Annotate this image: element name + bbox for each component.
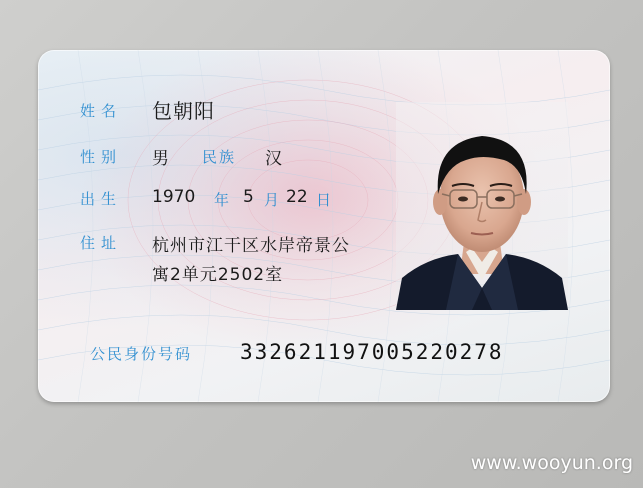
- address-line-1: 杭州市江干区水岸帝景公: [152, 236, 350, 256]
- portrait-photo: [396, 102, 568, 310]
- ethnicity-label: 民族: [202, 148, 237, 166]
- birth-year-unit: 年: [214, 191, 230, 209]
- address-label: 住址: [80, 234, 123, 252]
- id-card: [38, 50, 610, 402]
- birth-month: 5: [243, 187, 254, 207]
- ethnicity-value: 汉: [265, 149, 282, 169]
- gender-value: 男: [152, 149, 169, 169]
- id-number-value: 332621197005220278: [240, 340, 504, 364]
- birth-month-unit: 月: [264, 191, 280, 209]
- birth-year: 1970: [152, 187, 196, 207]
- birth-day-unit: 日: [316, 191, 332, 209]
- birth-day: 22: [286, 187, 308, 207]
- watermark-text: www.wooyun.org: [470, 452, 633, 474]
- address-line-2: 寓2单元2502室: [152, 265, 284, 285]
- id-number-label: 公民身份号码: [90, 345, 193, 363]
- name-value: 包朝阳: [152, 99, 215, 123]
- gender-label: 性别: [80, 148, 123, 166]
- birth-label: 出生: [80, 190, 123, 208]
- name-label: 姓名: [80, 102, 123, 120]
